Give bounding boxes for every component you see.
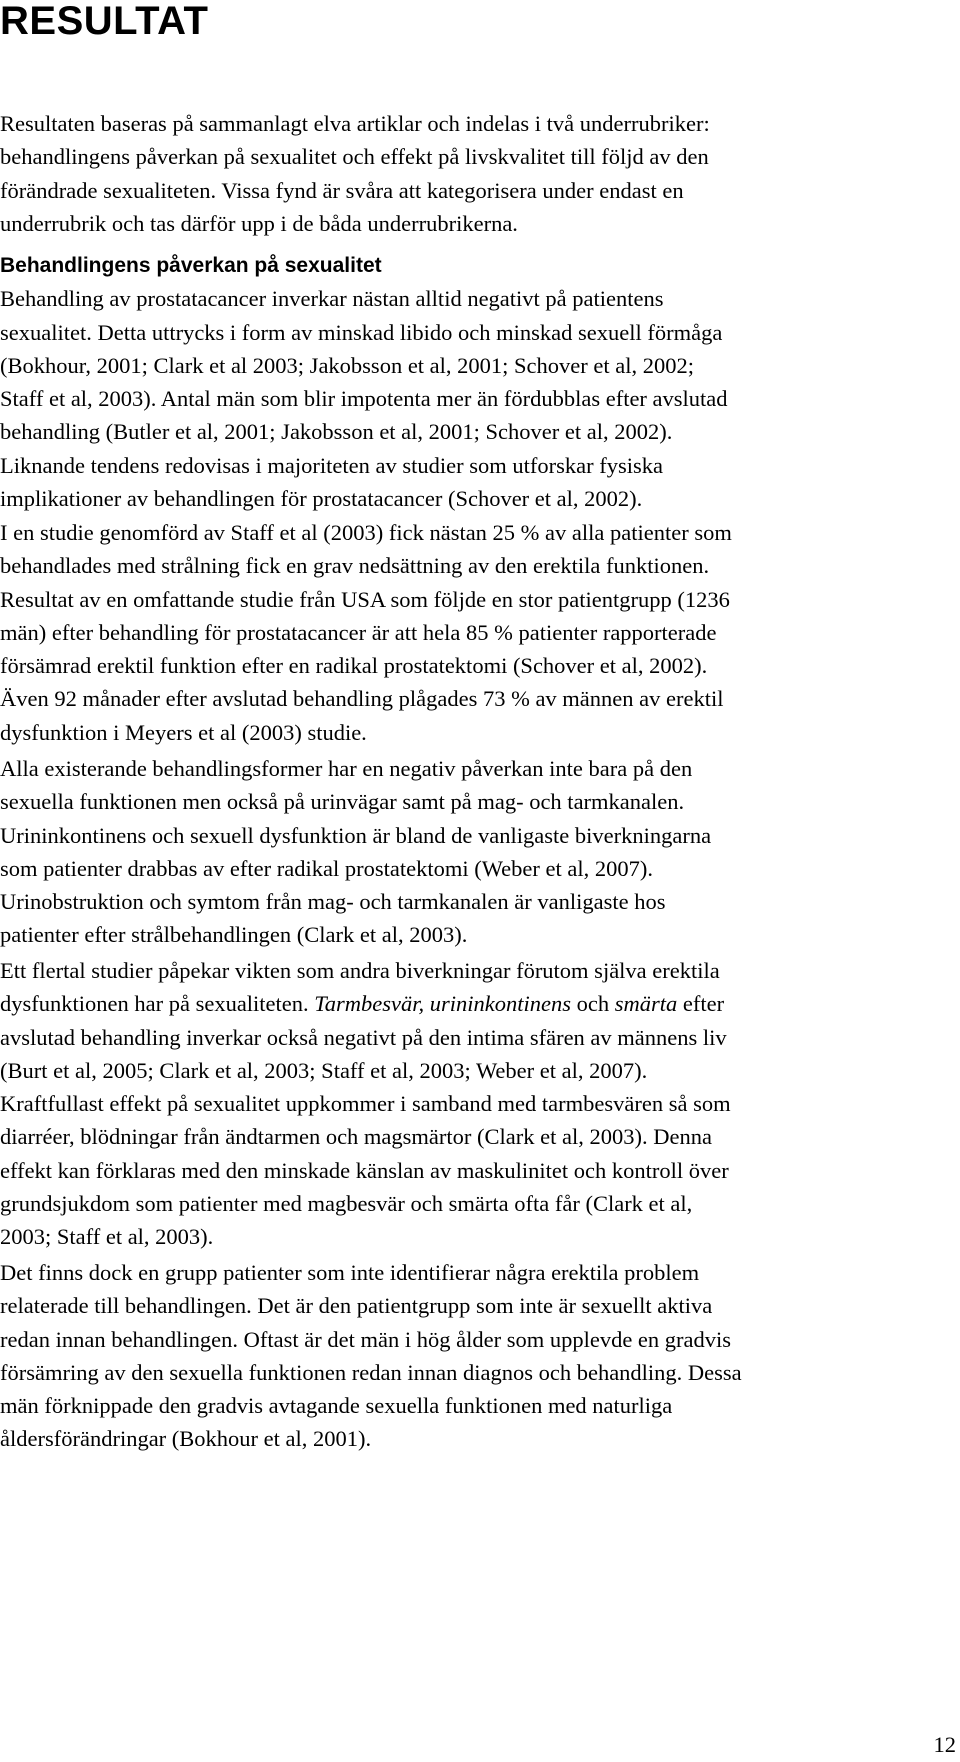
section-heading: RESULTAT (0, 0, 209, 43)
text-line: sexuella funktionen men också på urinvägar samt på mag- och tarmkanalen. (0, 789, 685, 815)
text-line: (Bokhour, 2001; Clark et al 2003; Jakobsson et al, 2001; Schover et al, 2002; (0, 352, 694, 378)
page-number: 12 (933, 1732, 956, 1757)
subheading: Behandlingens påverkan på sexualitet (0, 254, 382, 277)
text-line: patienter efter strålbehandlingen (Clark et al, 2003). (0, 922, 468, 948)
italic-term: smärta (614, 991, 678, 1017)
text-line: Kraftfullast effekt på sexualitet uppkommer i samband med tarmbesvären så som (0, 1091, 731, 1117)
text-line: diarréer, blödningar från ändtarmen och magsmärtor (Clark et al, 2003). Denna (0, 1124, 712, 1150)
text-run: och (570, 991, 615, 1017)
text-line: 2003; Staff et al, 2003). (0, 1224, 214, 1250)
text-line: Alla existerande behandlingsformer har en negativ påverkan inte bara på den (0, 756, 693, 781)
text-line: Behandling av prostatacancer inverkar nästan alltid negativt på patientens (0, 286, 664, 312)
text-line: Resultat av en omfattande studie från USA som följde en stor patientgrupp (1236 (0, 586, 730, 612)
text-line-mixed (0, 987, 940, 1020)
text-line: relaterade till behandlingen. Det är den patientgrupp som inte är sexuellt aktiva (0, 1293, 713, 1319)
text-line: sexualitet. Detta uttrycks i form av minskad libido och minskad sexuell förmåga (0, 319, 723, 345)
text-line: Urinobstruktion och symtom från mag- och tarmkanalen är vanligaste hos (0, 889, 666, 915)
text-line: Staff et al, 2003). Antal män som blir impotenta mer än fördubblas efter avslutad (0, 386, 728, 412)
text-line: män) efter behandling för prostatacancer är att hela 85 % patienter rapporterade (0, 619, 717, 645)
text-line: (Burt et al, 2005; Clark et al, 2003; Staff et al, 2003; Weber et al, 2007). (0, 1057, 648, 1083)
text-line: behandlades med strålning fick en grav nedsättning av den erektila funktionen. (0, 553, 710, 579)
text-run: dysfunktionen har på sexualiteten. (0, 991, 315, 1017)
paragraph-biverkningar (0, 954, 940, 1254)
text-line: förändrade sexualiteten. Vissa fynd är svåra att kategorisera under endast en (0, 177, 684, 203)
text-line: åldersförändringar (Bokhour et al, 2001). (0, 1426, 372, 1452)
paragraph-behandlingsformer (0, 752, 940, 952)
text-line: Liknande tendens redovisas i majoriteten av studier som utforskar fysiska (0, 452, 663, 478)
text-line: grundsjukdom som patienter med magbesvär och smärta ofta får (Clark et al, (0, 1191, 693, 1217)
text-line: behandling (Butler et al, 2001; Jakobsson et al, 2001; Schover et al, 2002). (0, 419, 673, 445)
text-line: Det finns dock en grupp patienter som inte identifierar några erektila problem (0, 1260, 700, 1285)
text-run: efter (677, 991, 725, 1017)
paragraph-staff-study (0, 516, 940, 749)
text-line: effekt kan förklaras med den minskade känslan av maskulinitet och kontroll över (0, 1157, 729, 1183)
text-line: som patienter drabbas av efter radikal prostatektomi (Weber et al, 2007). (0, 855, 653, 881)
text-line: män förknippade den gradvis avtagande sexuella funktionen med naturliga (0, 1393, 673, 1419)
paragraph-behandling (0, 249, 940, 515)
italic-term: Tarmbesvär, urininkontinens (314, 991, 571, 1017)
text-line: försämrad erektil funktion efter en radikal prostatektomi (Schover et al, 2002). (0, 653, 708, 679)
paragraph-intro (0, 107, 940, 240)
text-line: I en studie genomförd av Staff et al (2003) fick nästan 25 % av alla patienter som (0, 520, 732, 545)
text-line: Ett flertal studier påpekar vikten som andra biverkningar förutom själva erektila (0, 958, 720, 983)
text-line: Urininkontinens och sexuell dysfunktion är bland de vanligaste biverkningarna (0, 822, 712, 848)
text-line: försämring av den sexuella funktionen redan innan diagnos och behandling. Dessa (0, 1359, 742, 1385)
text-line: avslutad behandling inverkar också negativt på den intima sfären av männens liv (0, 1024, 727, 1050)
text-line: behandlingens påverkan på sexualitet och effekt på livskvalitet till följd av den (0, 144, 709, 170)
text-line: Resultaten baseras på sammanlagt elva artiklar och indelas i två underrubriker: (0, 111, 710, 136)
text-line: Även 92 månader efter avslutad behandling plågades 73 % av männen av erektil (0, 686, 724, 712)
text-line: redan innan behandlingen. Oftast är det män i hög ålder som upplevde en gradvis (0, 1326, 732, 1352)
text-line: dysfunktion i Meyers et al (2003) studie. (0, 719, 367, 745)
text-line: underrubrik och tas därför upp i de båda underrubrikerna. (0, 210, 518, 236)
text-line: implikationer av behandlingen för prostatacancer (Schover et al, 2002). (0, 486, 643, 512)
paragraph-grupp-patienter (0, 1256, 940, 1456)
